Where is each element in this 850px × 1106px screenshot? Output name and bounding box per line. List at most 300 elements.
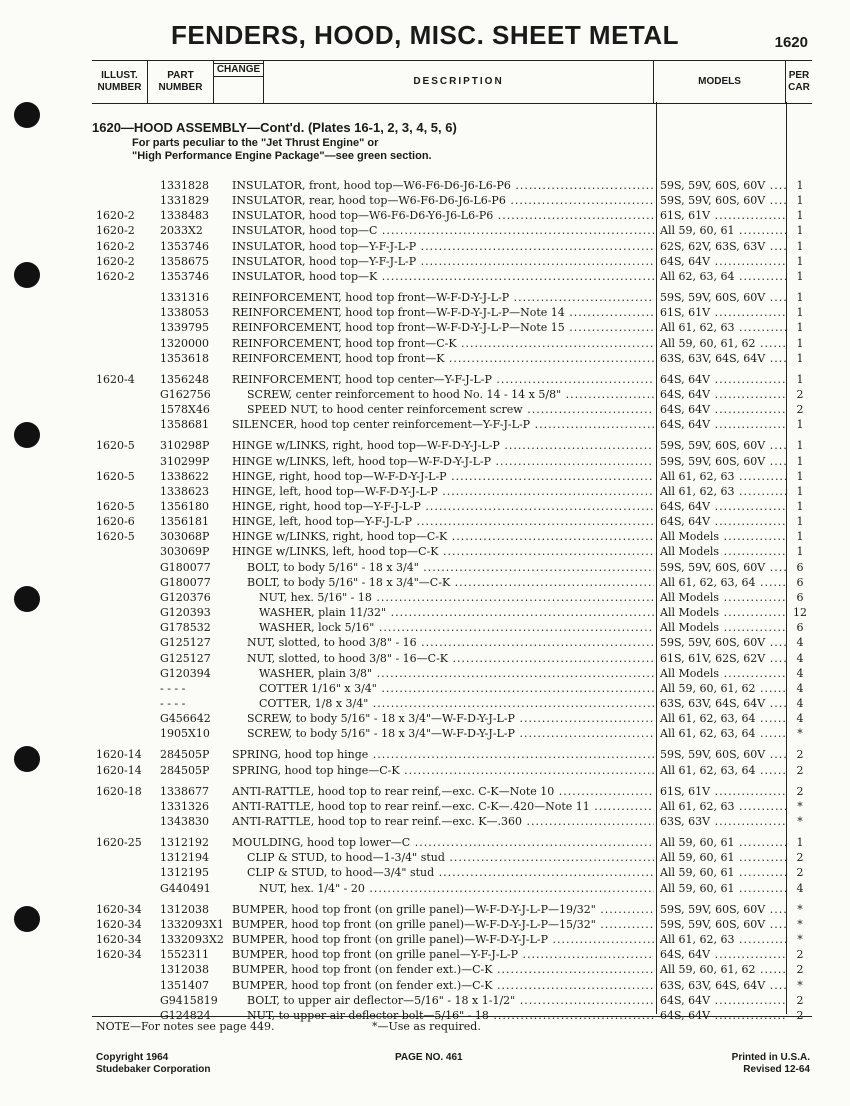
per-car-cell: 2 [796,866,804,880]
per-car-cell: 2 [796,403,804,417]
page-number: PAGE NO. 461 [395,1052,463,1063]
illust-number: 1620-5 [96,500,135,513]
part-number: G120376 [160,590,211,604]
part-number: 1552311 [160,948,209,962]
group-number: 1620 [774,34,808,51]
per-car-cell: 6 [796,621,804,635]
part-header-line2: NUMBER [158,82,203,93]
per-car-cell: 1 [796,179,804,192]
models-label: MODELS [698,76,741,87]
table-row [0,635,850,650]
table-row [0,993,850,1008]
part-number: 303069P [160,545,210,559]
models-cell: 62S, 62V, 63S, 63V ..... [660,239,786,254]
part-header [148,61,214,103]
part-description: INSULATOR, rear, hood top—W6-F6-D6-J6-L6-P6 ..... [232,193,654,208]
illust-header-line1: ILLUST. [101,70,138,81]
per-car-cell: 1 [796,515,804,529]
illust-number: 1620-5 [96,469,135,483]
illust-number: 1620-2 [96,269,135,283]
models-cell: 59S, 59V, 60S, 60V ..... [660,635,786,650]
part-description: HINGE, left, hood top—W-F-D-Y-J-L-P ..... [232,484,654,499]
part-description: ANTI-RATTLE, hood top to rear reinf,—exc. C-K—Note 10 ..... [232,784,654,799]
part-description: BUMPER, hood top front (on grille panel)—W-F-D-Y-J-L-P—19/32" ..... [232,902,654,917]
part-number: 2033X2 [160,224,203,238]
part-number: G440491 [160,881,211,895]
part-number: 1338053 [160,306,209,320]
part-number: 310299P [160,454,210,468]
part-description: REINFORCEMENT, hood top center—Y-F-J-L-P ..... [232,372,654,387]
part-number: 1312195 [160,866,209,880]
table-row [0,469,850,484]
illust-number: 1620-5 [96,530,135,544]
part-number: 1578X46 [160,403,210,417]
per-car-cell: 4 [796,881,804,895]
models-cell: 63S, 63V ..... [660,814,786,829]
part-description: NUT, hex. 5/16" - 18 ..... [259,590,654,605]
part-number: 1353618 [160,351,209,365]
per-car-cell: 1 [796,321,804,335]
part-number: 1356181 [160,515,209,529]
table-row [0,696,850,711]
per-car-cell: 1 [796,351,804,365]
per-car-cell: 6 [796,575,804,589]
part-number: G456642 [160,712,211,726]
section-note [132,137,432,163]
part-description: BOLT, to body 5/16" - 18 x 3/4"—C-K ..... [247,575,654,590]
part-description: SPRING, hood top hinge ..... [232,747,654,762]
table-row [0,917,850,932]
table-row [0,835,850,850]
part-number: 1338622 [160,469,209,483]
per-car-cell: * [797,917,803,931]
part-number: 1331829 [160,194,209,208]
models-cell: 59S, 59V, 60S, 60V ..... [660,902,786,917]
models-cell: All 61, 62, 63 ..... [660,799,786,814]
models-cell: All 59, 60, 61 ..... [660,223,786,238]
part-number: 1331326 [160,799,209,813]
binder-hole [14,102,40,128]
part-description: INSULATOR, hood top—Y-F-J-L-P ..... [232,254,654,269]
per-car-cell: * [797,799,803,813]
copyright [96,1052,210,1076]
table-row [0,193,850,208]
models-cell: All 61, 62, 63 ..... [660,932,786,947]
part-description: NUT, hex. 1/4" - 20 ..... [259,881,654,896]
illust-number: 1620-34 [96,902,142,916]
models-cell: 64S, 64V ..... [660,372,786,387]
per-car-cell: 1 [796,469,804,483]
part-description: SPEED NUT, to hood center reinforcement screw ..... [247,402,654,417]
table-row [0,902,850,917]
part-number: 1356180 [160,500,209,513]
part-description: ANTI-RATTLE, hood top to rear reinf.—exc. C-K—.420—Note 11 ..... [232,799,654,814]
per-car-cell: 1 [796,291,804,305]
table-row [0,484,850,499]
part-description: BUMPER, hood top front (on grille panel)—W-F-D-Y-J-L-P—15/32" ..... [232,917,654,932]
description-header [264,61,654,103]
illust-number: 1620-14 [96,748,142,762]
column-header [92,60,812,104]
table-row [0,290,850,305]
models-cell: All Models ..... [660,544,786,559]
part-number: 1351407 [160,978,209,992]
per-car-cell: 4 [796,696,804,710]
part-number: 1356248 [160,372,209,386]
part-number: G120393 [160,606,211,620]
part-description: BUMPER, hood top front (on grille panel—Y-F-J-L-P ..... [232,947,654,962]
models-cell: 61S, 61V ..... [660,305,786,320]
per-car-cell: 12 [793,606,807,620]
table-row [0,747,850,762]
section-title: 1620—HOOD ASSEMBLY—Cont'd. (Plates 16-1, 2, 3, 4, 5, 6) [92,120,457,135]
part-description: SCREW, center reinforcement to hood No. 14 - 14 x 5/8" ..... [247,387,654,402]
illust-number: 1620-2 [96,209,135,223]
part-number: 1338623 [160,484,209,498]
note-right: *—Use as required. [372,1020,481,1033]
models-cell: All Models ..... [660,529,786,544]
table-row [0,865,850,880]
part-number: 1312194 [160,851,209,865]
part-description: SPRING, hood top hinge—C-K ..... [232,763,654,778]
part-description: BUMPER, hood top front (on fender ext.)—C-K ..... [232,978,654,993]
per-car-cell: 2 [796,387,804,401]
table-row [0,254,850,269]
part-description: INSULATOR, front, hood top—W6-F6-D6-J6-L6-P6 ..... [232,178,654,193]
table-row [0,763,850,778]
models-cell: 63S, 63V, 64S, 64V ..... [660,978,786,993]
table-row [0,499,850,514]
part-description: HINGE, right, hood top—Y-F-J-L-P ..... [232,499,654,514]
models-header [654,61,786,103]
per-car-cell: 1 [796,209,804,223]
per-car-cell: 4 [796,681,804,695]
per-car-cell: 2 [796,1008,804,1022]
part-description: INSULATOR, hood top—K ..... [232,269,654,284]
table-row [0,932,850,947]
per-car-cell: 1 [796,836,804,850]
table-row [0,947,850,962]
illust-number: 1620-25 [96,836,142,850]
per-car-cell: 2 [796,963,804,977]
models-cell: All Models ..... [660,620,786,635]
part-number: G120394 [160,666,211,680]
per-car-cell: * [797,902,803,916]
models-cell: 61S, 61V ..... [660,784,786,799]
illust-header-line2: NUMBER [97,82,142,93]
models-cell: 64S, 64V ..... [660,514,786,529]
table-row [0,438,850,453]
per-car-cell: 1 [796,306,804,320]
part-number: 1358681 [160,418,209,432]
illust-number: 1620-34 [96,917,142,931]
models-cell: All Models ..... [660,605,786,620]
table-row [0,336,850,351]
part-number: - - - - [160,696,186,710]
printed-line: Printed in U.S.A. [731,1052,810,1063]
models-cell: All 59, 60, 61 ..... [660,865,786,880]
part-header-line1: PART [167,70,194,81]
models-cell: 64S, 64V ..... [660,417,786,432]
per-car-cell: 1 [796,254,804,268]
part-description: HINGE, left, hood top—Y-F-J-L-P ..... [232,514,654,529]
part-description: NUT, to upper air deflector bolt—5/16" - 18 ..... [247,1008,654,1023]
part-description: NUT, slotted, to hood 3/8" - 16—C-K ..... [247,651,654,666]
part-description: BOLT, to upper air deflector—5/16" - 18 x 1-1/2" ..... [247,993,654,1008]
models-cell: All 59, 60, 61, 62 ..... [660,336,786,351]
illust-number: 1620-2 [96,224,135,238]
per-car-cell: 2 [796,748,804,762]
per-car-cell: * [797,815,803,828]
models-cell: 64S, 64V ..... [660,1008,786,1023]
part-number: 310298P [160,439,210,453]
part-description: REINFORCEMENT, hood top front—W-F-D-Y-J-L-P ..... [232,290,654,305]
models-cell: All 59, 60, 61 ..... [660,835,786,850]
table-row [0,544,850,559]
table-row [0,651,850,666]
part-number: 1332093X1 [160,917,224,931]
part-number: G125127 [160,636,211,650]
part-description: INSULATOR, hood top—C ..... [232,223,654,238]
table-row [0,208,850,223]
part-number: G178532 [160,621,211,635]
table-row [0,454,850,469]
section-note-line1: For parts peculiar to the "Jet Thrust Engine" or [132,137,379,149]
per-car-cell: 4 [796,666,804,680]
section-note-line2: "High Performance Engine Package"—see green section. [132,150,432,162]
part-number: 1905X10 [160,727,210,741]
illust-number: 1620-5 [96,439,135,453]
part-description: WASHER, plain 3/8" ..... [259,666,654,681]
models-cell: 61S, 61V ..... [660,208,786,223]
car-label: CAR [788,82,810,93]
per-car-cell: 4 [796,636,804,650]
part-number: G125127 [160,651,211,665]
part-description: HINGE w/LINKS, left, hood top—C-K ..... [232,544,654,559]
per-car-cell: 2 [796,993,804,1007]
part-number: G162756 [160,387,211,401]
table-row [0,387,850,402]
models-cell: 63S, 63V, 64S, 64V ..... [660,351,786,366]
page-title: FENDERS, HOOD, MISC. SHEET METAL [170,20,680,50]
part-number: 1338677 [160,784,209,798]
models-cell: 59S, 59V, 60S, 60V ..... [660,747,786,762]
table-row [0,799,850,814]
table-row [0,881,850,896]
table-row [0,223,850,238]
models-cell: 64S, 64V ..... [660,254,786,269]
part-description: BUMPER, hood top front (on fender ext.)—C-K ..... [232,962,654,977]
models-cell: 59S, 59V, 60S, 60V ..... [660,178,786,193]
models-cell: 64S, 64V ..... [660,947,786,962]
per-car-header [786,61,812,103]
models-cell: All 61, 62, 63 ..... [660,320,786,335]
per-car-cell: 1 [796,454,804,468]
models-cell: All 62, 63, 64 ..... [660,269,786,284]
per-car-cell: 1 [796,545,804,559]
part-description: CLIP & STUD, to hood—3/4" stud ..... [247,865,654,880]
table-row [0,726,850,741]
change-header [214,61,264,103]
part-number: 1339795 [160,321,209,335]
models-cell: All 61, 62, 63 ..... [660,469,786,484]
table-row [0,681,850,696]
part-description: INSULATOR, hood top—W6-F6-D6-Y6-J6-L6-P6 ..... [232,208,654,223]
table-row [0,239,850,254]
models-cell: 64S, 64V ..... [660,499,786,514]
per-car-cell: 1 [796,269,804,283]
models-cell: All 59, 60, 61 ..... [660,881,786,896]
change-label: CHANGE [213,63,264,77]
table-row [0,711,850,726]
models-cell: All 61, 62, 63, 64 ..... [660,711,786,726]
models-cell: 59S, 59V, 60S, 60V ..... [660,290,786,305]
table-row [0,269,850,284]
part-description: CLIP & STUD, to hood—1-3/4" stud ..... [247,850,654,865]
illust-number: 1620-6 [96,515,135,529]
table-row [0,514,850,529]
part-number: 1320000 [160,336,209,350]
part-number: 303068P [160,530,210,544]
part-description: REINFORCEMENT, hood top front—W-F-D-Y-J-L-P—Note 14 ..... [232,305,654,320]
table-row [0,178,850,193]
part-description: MOULDING, hood top lower—C ..... [232,835,654,850]
models-cell: All 59, 60, 61, 62 ..... [660,962,786,977]
models-cell: All 61, 62, 63, 64 ..... [660,763,786,778]
models-cell: All 61, 62, 63 ..... [660,484,786,499]
table-row [0,666,850,681]
per-car-cell: * [797,933,803,947]
part-description: NUT, slotted, to hood 3/8" - 16 ..... [247,635,654,650]
part-number: G124824 [160,1008,211,1022]
part-description: COTTER, 1/8 x 3/4" ..... [259,696,654,711]
table-row [0,962,850,977]
part-description: HINGE w/LINKS, right, hood top—W-F-D-Y-J-L-P ..... [232,438,654,453]
models-cell: All Models ..... [660,666,786,681]
per-car-cell: 1 [796,418,804,432]
models-cell: All 59, 60, 61 ..... [660,850,786,865]
part-description: WASHER, plain 11/32" ..... [259,605,654,620]
part-description: INSULATOR, hood top—Y-F-J-L-P ..... [232,239,654,254]
per-car-cell: 2 [796,948,804,962]
per-car-cell: 1 [796,224,804,238]
part-description: SCREW, to body 5/16" - 18 x 3/4"—W-F-D-Y-J-L-P ..... [247,711,654,726]
illust-number: 1620-34 [96,933,142,947]
per-car-cell: * [797,727,803,741]
part-number: 1331828 [160,179,209,192]
per-car-cell: * [797,978,803,992]
footer-rule [92,1016,812,1017]
table-row [0,560,850,575]
print-info [732,1052,810,1076]
part-number: G180077 [160,560,211,574]
copyright-line: Copyright 1964 [96,1052,169,1063]
part-description: COTTER 1/16" x 3/4" ..... [259,681,654,696]
per-car-cell: 1 [796,372,804,386]
models-cell: All 61, 62, 63, 64 ..... [660,726,786,741]
table-row [0,784,850,799]
per-car-cell: 2 [796,763,804,777]
models-cell: 59S, 59V, 60S, 60V ..... [660,917,786,932]
part-number: G180077 [160,575,211,589]
models-cell: 59S, 59V, 60S, 60V ..... [660,560,786,575]
part-description: HINGE w/LINKS, left, hood top—W-F-D-Y-J-L-P ..... [232,454,654,469]
models-cell: 59S, 59V, 60S, 60V ..... [660,193,786,208]
illust-number: 1620-34 [96,948,142,962]
models-cell: 59S, 59V, 60S, 60V ..... [660,454,786,469]
part-number: G9415819 [160,993,218,1007]
per-label: PER [788,70,810,81]
part-number: 1343830 [160,815,209,828]
models-cell: 61S, 61V, 62S, 62V ..... [660,651,786,666]
models-cell: All 61, 62, 63, 64 ..... [660,575,786,590]
per-car-cell: 1 [796,500,804,513]
table-row [0,320,850,335]
illust-number: 1620-14 [96,763,142,777]
per-car-cell: 6 [796,590,804,604]
part-number: 1312038 [160,902,209,916]
per-car-cell: 1 [796,194,804,208]
models-cell: 64S, 64V ..... [660,402,786,417]
part-description: HINGE, right, hood top—W-F-D-Y-J-L-P ..... [232,469,654,484]
part-description: SILENCER, hood top center reinforcement—Y-F-J-L-P ..... [232,417,654,432]
table-row [0,305,850,320]
models-cell: 64S, 64V ..... [660,993,786,1008]
company-line: Studebaker Corporation [96,1064,211,1075]
part-number: 1312192 [160,836,209,850]
per-car-cell: 1 [796,484,804,498]
per-car-cell: 2 [796,784,804,798]
models-cell: 63S, 63V, 64S, 64V ..... [660,696,786,711]
table-row [0,402,850,417]
table-row [0,850,850,865]
illust-number: 1620-2 [96,239,135,253]
part-description: WASHER, lock 5/16" ..... [259,620,654,635]
table-row [0,620,850,635]
part-description: ANTI-RATTLE, hood top to rear reinf.—exc. K—.360 ..... [232,814,654,829]
part-description: REINFORCEMENT, hood top front—K ..... [232,351,654,366]
revised-line: Revised 12-64 [743,1064,810,1075]
per-car-cell: 1 [796,239,804,253]
part-number: 1332093X2 [160,933,224,947]
part-number: 1358675 [160,254,209,268]
illust-header [92,61,148,103]
part-number: 1338483 [160,209,209,223]
illust-number: 1620-2 [96,254,135,268]
models-cell: 59S, 59V, 60S, 60V ..... [660,438,786,453]
table-row [0,417,850,432]
table-row [0,575,850,590]
per-car-cell: 1 [796,439,804,453]
part-number: 1312038 [160,963,209,977]
part-description: BUMPER, hood top front (on grille panel)—W-F-D-Y-J-L-P ..... [232,932,654,947]
part-description: REINFORCEMENT, hood top front—C-K ..... [232,336,654,351]
table-row [0,814,850,829]
part-number: 284505P [160,763,210,777]
part-description: BOLT, to body 5/16" - 18 x 3/4" ..... [247,560,654,575]
part-description: HINGE w/LINKS, right, hood top—C-K ..... [232,529,654,544]
models-cell: All Models ..... [660,590,786,605]
part-number: 1353746 [160,239,209,253]
part-description: SCREW, to body 5/16" - 18 x 3/4"—W-F-D-Y-J-L-P ..... [247,726,654,741]
per-car-cell: 4 [796,712,804,726]
table-row [0,372,850,387]
table-row [0,978,850,993]
part-number: 284505P [160,748,210,762]
models-cell: All 59, 60, 61, 62 ..... [660,681,786,696]
part-number: 1353746 [160,269,209,283]
per-car-cell: 2 [796,851,804,865]
